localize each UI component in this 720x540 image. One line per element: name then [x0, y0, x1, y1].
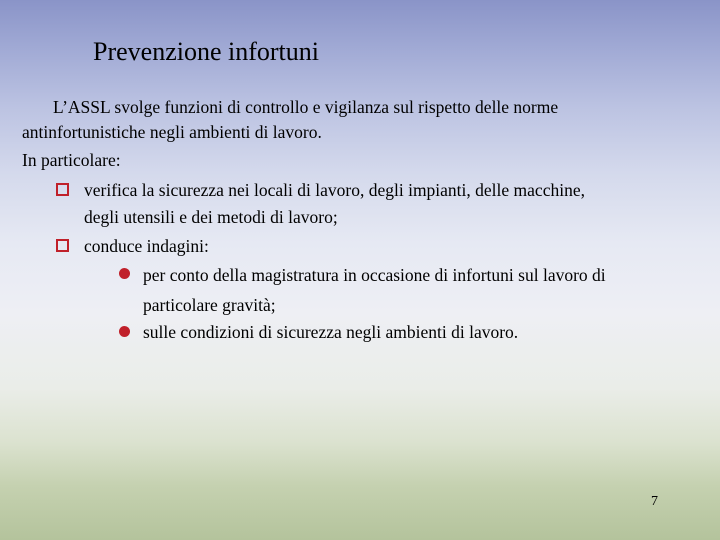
item-1-line-2: degli utensili e dei metodi di lavoro;: [84, 207, 338, 227]
round-bullet-icon: [119, 326, 130, 337]
slide-title: Prevenzione infortuni: [93, 37, 319, 66]
intro-line-2: antinfortunistiche negli ambienti di lavoro.: [22, 122, 322, 142]
item-2-line-1: conduce indagini:: [84, 236, 209, 256]
subitem-2-line-1: sulle condizioni di sicurezza negli ambienti di lavoro.: [143, 322, 519, 342]
particular-label: In particolare:: [22, 150, 121, 170]
item-1-line-1: verifica la sicurezza nei locali di lavoro, degli impianti, delle macchine,: [84, 180, 585, 200]
subitem-1-line-2: particolare gravità;: [143, 295, 276, 315]
square-bullet-icon: [56, 183, 69, 196]
subitem-1-line-1: per conto della magistratura in occasione di infortuni sul lavoro di: [143, 265, 606, 285]
round-bullet-icon: [119, 268, 130, 279]
intro-line-1: L’ASSL svolge funzioni di controllo e vigilanza sul rispetto delle norme: [53, 97, 559, 117]
page-number: 7: [651, 494, 658, 509]
square-bullet-icon: [56, 239, 69, 252]
